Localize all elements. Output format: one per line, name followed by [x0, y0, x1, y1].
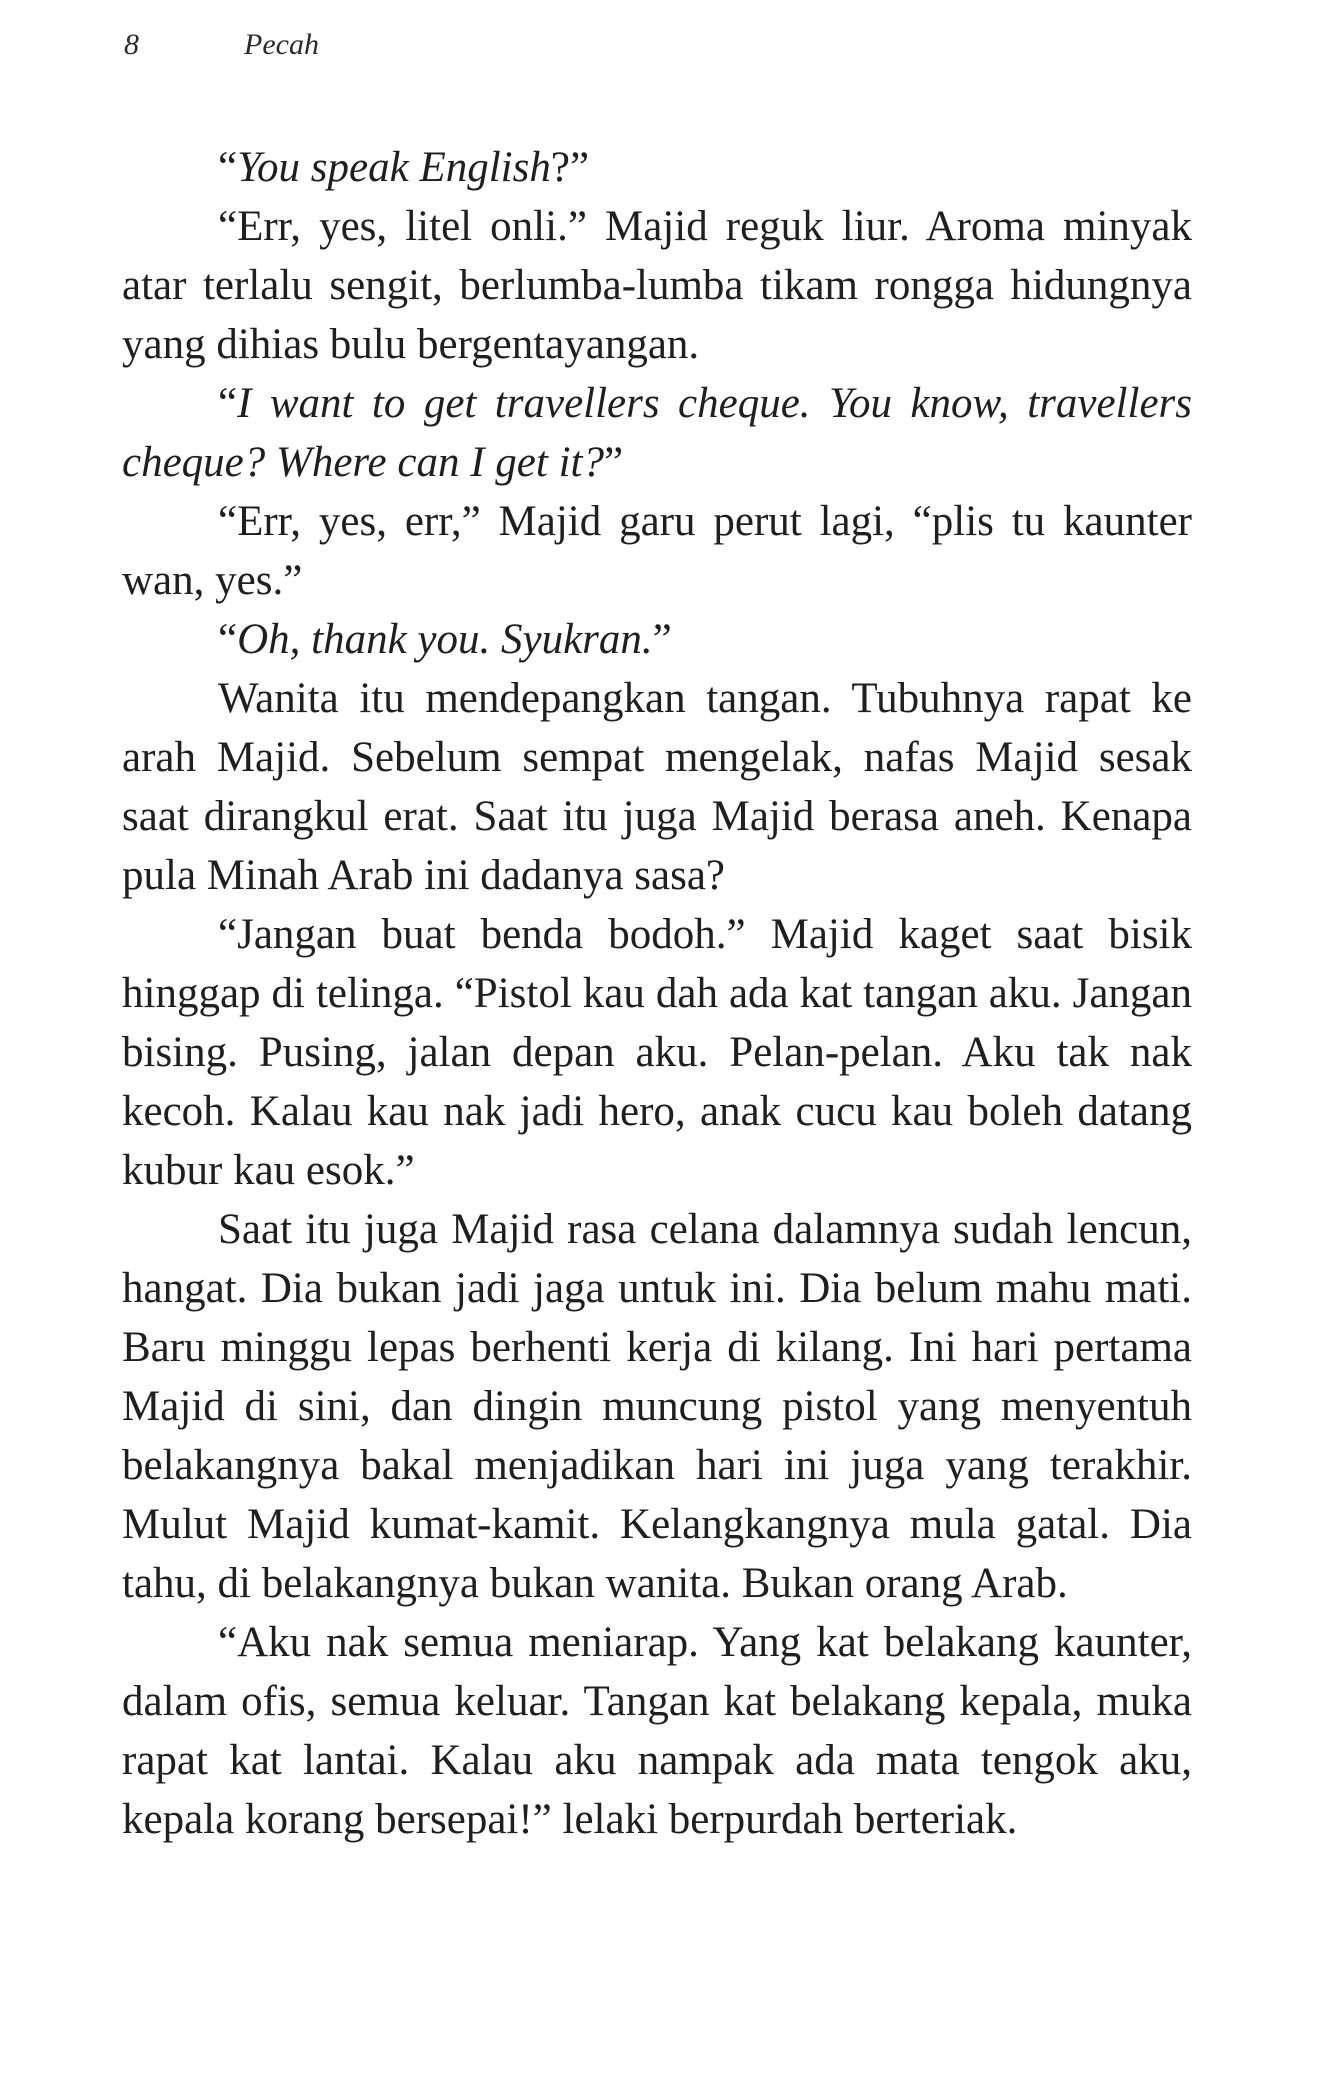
page-number: 8: [124, 28, 139, 61]
paragraph: [122, 197, 1192, 374]
paragraph-text: “: [218, 380, 238, 427]
paragraph: [122, 374, 1192, 492]
paragraph: [122, 138, 1192, 197]
paragraph: [122, 1613, 1192, 1849]
book-title: Pecah: [244, 28, 319, 61]
paragraph: [122, 492, 1192, 610]
paragraph-text: “Err, yes, err,” Majid garu perut lagi, “plis tu kaunter wan, yes.”: [122, 498, 1192, 604]
paragraph-text: Saat itu juga Majid rasa celana dalamnya sudah lencun, hangat. Dia bukan jadi jaga untuk ini. Dia belum mahu mati. Baru minggu lepas berhenti kerja di kilang. Ini hari pertama Majid di sini, dan dingin muncung pistol yang menyentuh belakangnya bakal menjadikan hari ini juga yang terakhir. Mulut Majid kumat-kamit. Kelangkangnya mula gatal. Dia tahu, di belakangnya bukan wanita. Bukan orang Arab.: [122, 1206, 1192, 1607]
italic-text: You speak English: [237, 144, 551, 191]
body-text: [122, 138, 1192, 1849]
paragraph: [122, 905, 1192, 1200]
italic-text: Oh, thank you. Syukran.: [237, 616, 653, 663]
paragraph: [122, 669, 1192, 905]
paragraph-text: “: [218, 144, 238, 191]
paragraph: [122, 1200, 1192, 1613]
paragraph-text: ”: [603, 439, 624, 486]
italic-text: I want to get travellers cheque. You know, travellers cheque? Where can I get it?: [122, 380, 1192, 486]
paragraph-text: Wanita itu mendepangkan tangan. Tubuhnya rapat ke arah Majid. Sebelum sempat mengelak, nafas Majid sesak saat dirangkul erat. Saat itu juga Majid berasa aneh. Kenapa pula Minah Arab ini dadanya sasa?: [122, 675, 1192, 899]
paragraph-text: “Jangan buat benda bodoh.” Majid kaget saat bisik hinggap di telinga. “Pistol kau dah ada kat tangan aku. Jangan bising. Pusing, jalan depan aku. Pelan-pelan. Aku tak nak kecoh. Kalau kau nak jadi hero, anak cucu kau boleh datang kubur kau esok.”: [122, 911, 1192, 1194]
paragraph-text: ?”: [550, 144, 590, 191]
paragraph-text: ”: [652, 616, 672, 663]
paragraph: [122, 610, 1192, 669]
paragraph-text: “Aku nak semua meniarap. Yang kat belakang kaunter, dalam ofis, semua keluar. Tangan kat belakang kepala, muka rapat kat lantai. Kalau aku nampak ada mata tengok aku, kepala korang bersepai!” lelaki berpurdah berteriak.: [122, 1619, 1192, 1843]
paragraph-text: “: [218, 616, 238, 663]
running-head: [124, 28, 319, 62]
paragraph-text: “Err, yes, litel onli.” Majid reguk liur. Aroma minyak atar terlalu sengit, berlumba-lumba tikam rongga hidungnya yang dihias bulu bergentayangan.: [122, 203, 1192, 368]
